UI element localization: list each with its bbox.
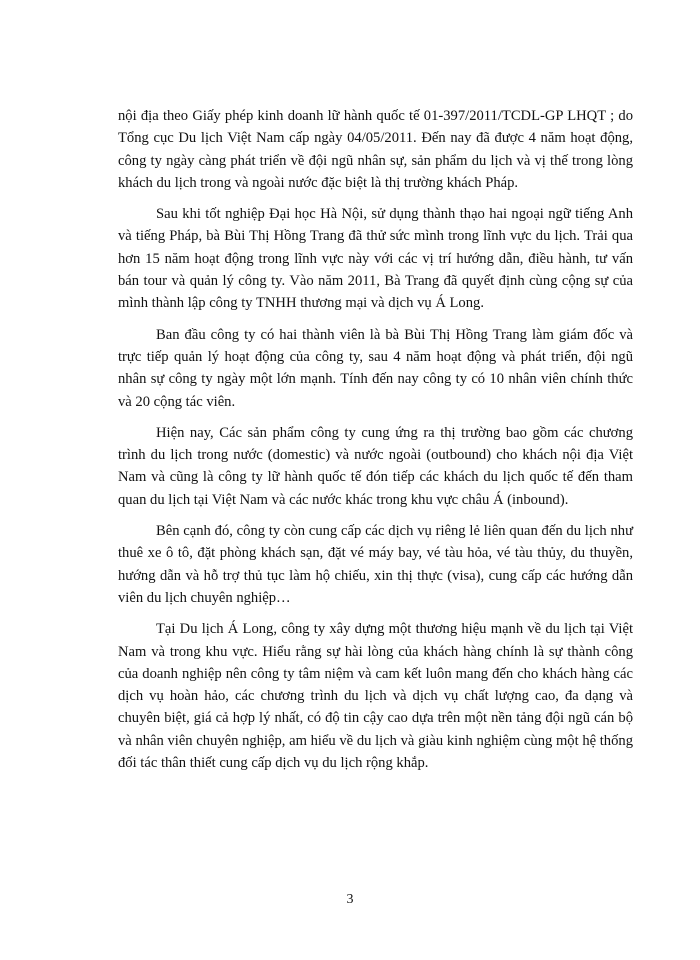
paragraph-company-staff: Ban đầu công ty có hai thành viên là bà Bùi Thị Hồng Trang làm giám đốc và trực tiếp quản lý hoạt động của công ty, sau 4 năm hoạt động và phát triển, đội ngũ nhân sự công ty ngày một lớn mạnh. Tính đến nay công ty có 10 nhân viên chính thức và 20 cộng tác viên. [118, 326, 633, 410]
paragraph-continuation: nội địa theo Giấy phép kinh doanh lữ hành quốc tế 01-397/2011/TCDL-GP LHQT ; do Tổng cục Du lịch Việt Nam cấp ngày 04/05/2011. Đến nay đã được 4 năm hoạt động, công ty ngày càng phát triển về đội ngũ nhân sự, sản phẩm du lịch và vị thế trong lòng khách du lịch trong và ngoài nước đặc biệt là thị trường khách Pháp. [118, 108, 633, 191]
paragraph-products: Hiện nay, Các sản phẩm công ty cung ứng ra thị trường bao gồm các chương trình du lịch trong nước (domestic) và nước ngoài (outbound) cho khách nội địa Việt Nam và cũng là công ty lữ hành quốc tế đón tiếp các khách du lịch quốc tế đến tham quan du lịch tại Việt Nam và các nước khác trong khu vực châu Á (inbound). [118, 424, 633, 508]
paragraph-brand-commitment: Tại Du lịch Á Long, công ty xây dựng một thương hiệu mạnh về du lịch tại Việt Nam và trong khu vực. Hiểu rằng sự hài lòng của khách hàng chính là sự thành công của doanh nghiệp nên công ty tâm niệm và cam kết luôn mang đến cho khách hàng các dịch vụ hoàn hảo, các chương trình du lịch và dịch vụ chất lượng cao, đa dạng và chuyên biệt, giá cả hợp lý nhất, có độ tin cậy cao dựa trên một nền tảng đội ngũ cán bộ và nhân viên chuyên nghiệp, am hiểu về du lịch và giàu kinh nghiệm cùng một hệ thống đối tác thân thiết cung cấp dịch vụ du lịch rộng khắp. [118, 621, 633, 772]
document-body [118, 105, 633, 783]
paragraph-services: Bên cạnh đó, công ty còn cung cấp các dịch vụ riêng lẻ liên quan đến du lịch như thuê xe ô tô, đặt phòng khách sạn, đặt vé máy bay, vé tàu hỏa, vé tàu thủy, du thuyền, hướng dẫn và hỗ trợ thủ tục làm hộ chiếu, xin thị thực (visa), cung cấp các hướng dẫn viên du lịch chuyên nghiệp… [118, 523, 633, 606]
page-number: 3 [346, 892, 354, 907]
paragraph-founder-background: Sau khi tốt nghiệp Đại học Hà Nội, sử dụng thành thạo hai ngoại ngữ tiếng Anh và tiếng Pháp, bà Bùi Thị Hồng Trang đã thử sức mình trong lĩnh vực du lịch. Trải qua hơn 15 năm hoạt động trong lĩnh vực này với các vị trí hướng dẫn, điều hành, tư vấn bán tour và quản lý công ty. Vào năm 2011, Bà Trang đã quyết định cùng cộng sự của mình thành lập công ty TNHH thương mại và dịch vụ Á Long. [118, 206, 633, 312]
